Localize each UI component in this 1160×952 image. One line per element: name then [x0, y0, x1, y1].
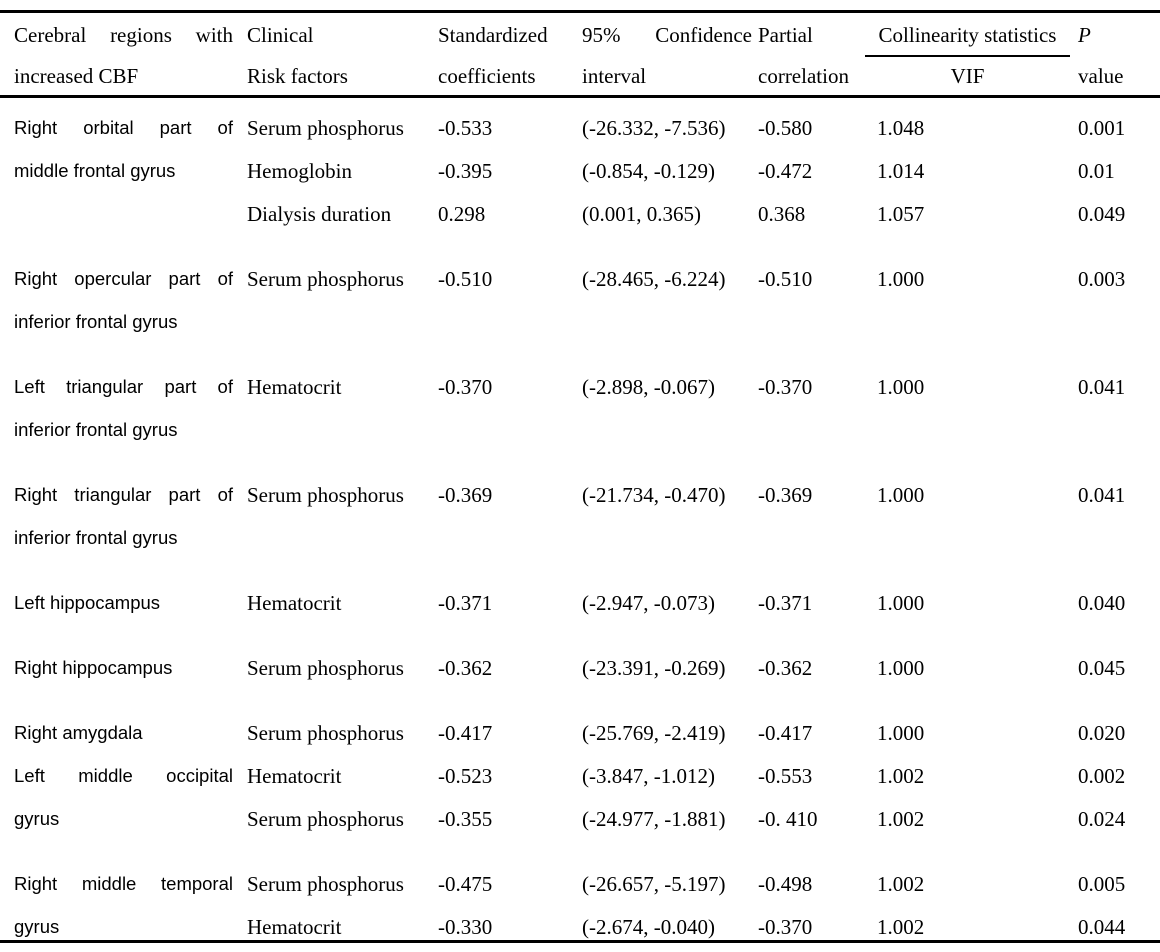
coef-cell: -0.395 [438, 159, 493, 183]
header-ci-line2: interval [582, 64, 647, 88]
partial-cell: -0.580 [758, 116, 813, 140]
coef-cell: -0.533 [438, 116, 493, 140]
coef-cell: -0.369 [438, 483, 493, 507]
table-top-rule [0, 10, 1160, 13]
risk-cell: Serum phosphorus [247, 116, 404, 140]
region-cell: Right orbital part of [14, 117, 233, 138]
ci-cell: (-21.734, -0.470) [582, 483, 726, 507]
header-region-line1: Cerebral regions with [14, 23, 233, 47]
ci-cell: (-24.977, -1.881) [582, 807, 726, 831]
table-row [0, 653, 1160, 696]
p-cell: 0.049 [1078, 202, 1126, 226]
table-row [0, 588, 1160, 631]
ci-cell: (-3.847, -1.012) [582, 764, 715, 788]
vif-cell: 1.014 [877, 159, 925, 183]
risk-cell: Hematocrit [247, 375, 342, 399]
vif-cell: 1.048 [877, 116, 925, 140]
partial-cell: -0.498 [758, 872, 813, 896]
ci-cell: (-0.854, -0.129) [582, 159, 715, 183]
partial-cell: -0.417 [758, 721, 813, 745]
p-cell: 0.001 [1078, 116, 1126, 140]
partial-cell: 0.368 [758, 202, 806, 226]
p-cell: 0.044 [1078, 915, 1126, 939]
header-risk-line2: Risk factors [247, 64, 348, 88]
p-cell: 0.040 [1078, 591, 1126, 615]
table-row [0, 415, 1160, 458]
vif-cell: 1.002 [877, 915, 925, 939]
table-row [0, 199, 1160, 242]
coef-cell: -0.355 [438, 807, 493, 831]
header-collinearity-label: Collinearity statistics [878, 23, 1057, 47]
table-row [0, 718, 1160, 761]
header-partial-line2: correlation [758, 64, 849, 88]
risk-cell: Hemoglobin [247, 159, 352, 183]
region-cell: Right middle temporal [14, 873, 233, 894]
header-partial-line1: Partial [758, 23, 813, 47]
partial-cell: -0.553 [758, 764, 813, 788]
table-row [0, 264, 1160, 307]
coef-cell: -0.523 [438, 764, 493, 788]
risk-cell: Serum phosphorus [247, 721, 404, 745]
risk-cell: Dialysis duration [247, 202, 392, 226]
partial-cell: -0.369 [758, 483, 813, 507]
table-row [0, 804, 1160, 847]
p-cell: 0.005 [1078, 872, 1126, 896]
vif-cell: 1.000 [877, 483, 925, 507]
ci-cell: (-26.657, -5.197) [582, 872, 726, 896]
region-cell: inferior frontal gyrus [14, 419, 178, 440]
coef-cell: 0.298 [438, 202, 486, 226]
header-bottom-rule [0, 95, 1160, 98]
risk-cell: Hematocrit [247, 764, 342, 788]
risk-cell: Hematocrit [247, 591, 342, 615]
risk-cell: Serum phosphorus [247, 872, 404, 896]
ci-cell: (-2.947, -0.073) [582, 591, 715, 615]
region-cell: Left middle occipital [14, 765, 233, 786]
vif-cell: 1.002 [877, 807, 925, 831]
risk-cell: Serum phosphorus [247, 656, 404, 680]
table-row [0, 372, 1160, 415]
header-coef-line2: coefficients [438, 64, 536, 88]
vif-cell: 1.057 [877, 202, 925, 226]
p-cell: 0.045 [1078, 656, 1126, 680]
vif-cell: 1.000 [877, 721, 925, 745]
collinearity-underline [865, 55, 1070, 57]
vif-cell: 1.002 [877, 872, 925, 896]
region-cell: gyrus [14, 808, 60, 829]
vif-cell: 1.000 [877, 267, 925, 291]
coef-cell: -0.362 [438, 656, 493, 680]
header-line-2 [0, 63, 1160, 89]
ci-cell: (-28.465, -6.224) [582, 267, 726, 291]
region-cell: inferior frontal gyrus [14, 527, 178, 548]
p-cell: 0.003 [1078, 267, 1126, 291]
header-ci-line1: 95% Confidence [582, 23, 752, 47]
coef-cell: -0.371 [438, 591, 493, 615]
ci-cell: (-25.769, -2.419) [582, 721, 726, 745]
coef-cell: -0.475 [438, 872, 493, 896]
region-cell: Right opercular part of [14, 268, 233, 289]
table-row [0, 912, 1160, 952]
p-cell: 0.01 [1078, 159, 1115, 183]
table-row [0, 761, 1160, 804]
region-cell: Right triangular part of [14, 484, 233, 505]
table-row [0, 113, 1160, 156]
partial-cell: -0.472 [758, 159, 813, 183]
p-cell: 0.002 [1078, 764, 1126, 788]
vif-cell: 1.002 [877, 764, 925, 788]
ci-cell: (-26.332, -7.536) [582, 116, 726, 140]
partial-cell: -0.370 [758, 915, 813, 939]
vif-cell: 1.000 [877, 591, 925, 615]
region-cell: middle frontal gyrus [14, 160, 176, 181]
partial-cell: -0. 410 [758, 807, 818, 831]
region-cell: Right hippocampus [14, 657, 173, 678]
risk-cell: Serum phosphorus [247, 267, 404, 291]
ci-cell: (-2.674, -0.040) [582, 915, 715, 939]
partial-cell: -0.371 [758, 591, 813, 615]
header-p-line2: value [1078, 64, 1124, 88]
coef-cell: -0.417 [438, 721, 493, 745]
partial-cell: -0.370 [758, 375, 813, 399]
table-row [0, 480, 1160, 523]
vif-cell: 1.000 [877, 375, 925, 399]
header-vif-label: VIF [950, 64, 985, 88]
header-risk-line1: Clinical [247, 23, 314, 47]
coef-cell: -0.510 [438, 267, 493, 291]
partial-cell: -0.362 [758, 656, 813, 680]
region-cell: Right amygdala [14, 722, 143, 743]
ci-cell: (-23.391, -0.269) [582, 656, 726, 680]
p-cell: 0.024 [1078, 807, 1126, 831]
region-cell: inferior frontal gyrus [14, 311, 178, 332]
region-cell: Left triangular part of [14, 376, 233, 397]
header-line-1 [0, 22, 1160, 48]
p-cell: 0.041 [1078, 483, 1126, 507]
coef-cell: -0.370 [438, 375, 493, 399]
ci-cell: (0.001, 0.365) [582, 202, 701, 226]
table-row [0, 523, 1160, 566]
table-row [0, 307, 1160, 350]
header-coef-line1: Standardized [438, 23, 548, 47]
region-cell: Left hippocampus [14, 592, 161, 613]
p-cell: 0.041 [1078, 375, 1126, 399]
risk-cell: Serum phosphorus [247, 807, 404, 831]
region-cell: gyrus [14, 916, 60, 937]
header-region-line2: increased CBF [14, 64, 139, 88]
coef-cell: -0.330 [438, 915, 493, 939]
partial-cell: -0.510 [758, 267, 813, 291]
risk-cell: Hematocrit [247, 915, 342, 939]
risk-cell: Serum phosphorus [247, 483, 404, 507]
ci-cell: (-2.898, -0.067) [582, 375, 715, 399]
vif-cell: 1.000 [877, 656, 925, 680]
table-row [0, 869, 1160, 912]
table-row [0, 156, 1160, 199]
p-cell: 0.020 [1078, 721, 1126, 745]
header-p-line1: P [1078, 23, 1091, 47]
